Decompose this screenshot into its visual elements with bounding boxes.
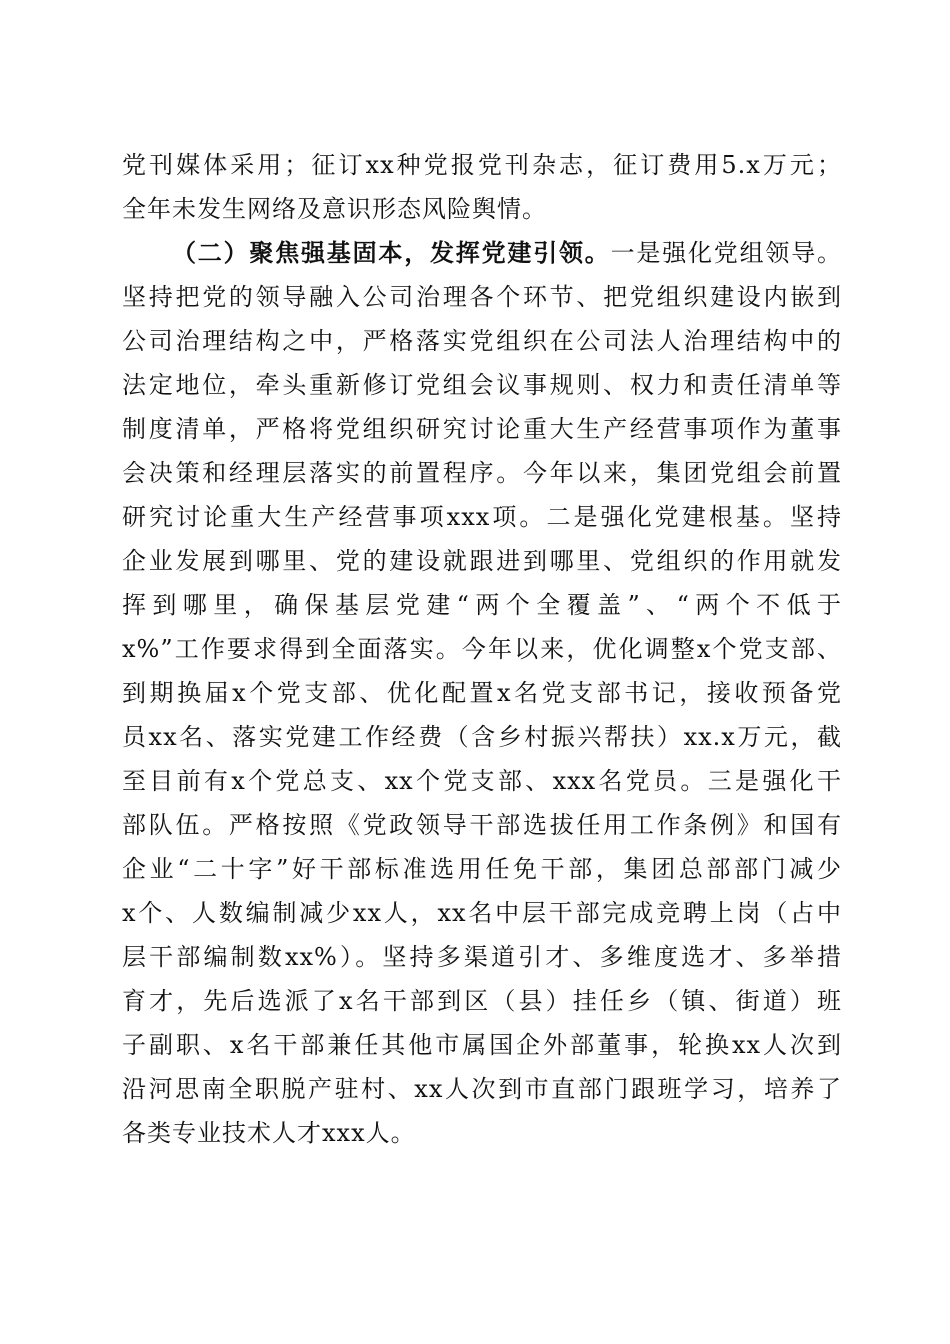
paragraph-line: 部队伍。严格按照《党政领导干部选拔任用工作条例》和国有 — [122, 811, 842, 839]
section-heading-line — [172, 233, 842, 273]
paragraph-line: 子副职、x名干部兼任其他市属国企外部董事，轮换xx人次到 — [122, 1031, 842, 1059]
paragraph-text: 一是强化党组领导。 — [610, 239, 843, 267]
paragraph-line: 至目前有x个党总支、xx个党支部、xxx名党员。三是强化干 — [122, 767, 842, 795]
paragraph-line: 全年未发生网络及意识形态风险舆情。 — [122, 195, 547, 223]
paragraph-line: x%”工作要求得到全面落实。今年以来，优化调整x个党支部、 — [122, 635, 842, 663]
paragraph-line: 制度清单，严格将党组织研究讨论重大生产经营事项作为董事 — [122, 415, 842, 443]
paragraph-line: x个、人数编制减少xx人，xx名中层干部完成竞聘上岗（占中 — [122, 899, 842, 927]
paragraph-line: 党刊媒体采用；征订xx种党报党刊杂志，征订费用5.x万元； — [122, 151, 842, 179]
paragraph-line: 挥到哪里，确保基层党建“两个全覆盖”、“两个不低于 — [122, 591, 842, 619]
paragraph-line: 各类专业技术人才xxx人。 — [122, 1119, 416, 1147]
paragraph-line: 企业“二十字”好干部标准选用任免干部，集团总部部门减少 — [122, 855, 842, 883]
paragraph-line: 层干部编制数xx%）。坚持多渠道引才、多维度选才、多举措 — [122, 943, 842, 971]
paragraph-line: 到期换届x个党支部、优化配置x名党支部书记，接收预备党 — [122, 679, 842, 707]
paragraph-line: 沿河思南全职脱产驻村、xx人次到市直部门跟班学习，培养了 — [122, 1075, 842, 1103]
paragraph-line: 企业发展到哪里、党的建设就跟进到哪里、党组织的作用就发 — [122, 547, 842, 575]
paragraph-line: 坚持把党的领导融入公司治理各个环节、把党组织建设内嵌到 — [122, 283, 842, 311]
section-heading: （二）聚焦强基固本，发挥党建引领。 — [172, 238, 611, 267]
paragraph-line: 员xx名、落实党建工作经费（含乡村振兴帮扶）xx.x万元，截 — [122, 723, 842, 751]
paragraph-line: 育才，先后选派了x名干部到区（县）挂任乡（镇、街道）班 — [122, 987, 842, 1015]
paragraph-line: 法定地位，牵头重新修订党组会议事规则、权力和责任清单等 — [122, 371, 842, 399]
paragraph-line: 会决策和经理层落实的前置程序。今年以来，集团党组会前置 — [122, 459, 842, 487]
paragraph-line: 研究讨论重大生产经营事项xxx项。二是强化党建根基。坚持 — [122, 503, 842, 531]
paragraph-line: 公司治理结构之中，严格落实党组织在公司法人治理结构中的 — [122, 327, 842, 355]
